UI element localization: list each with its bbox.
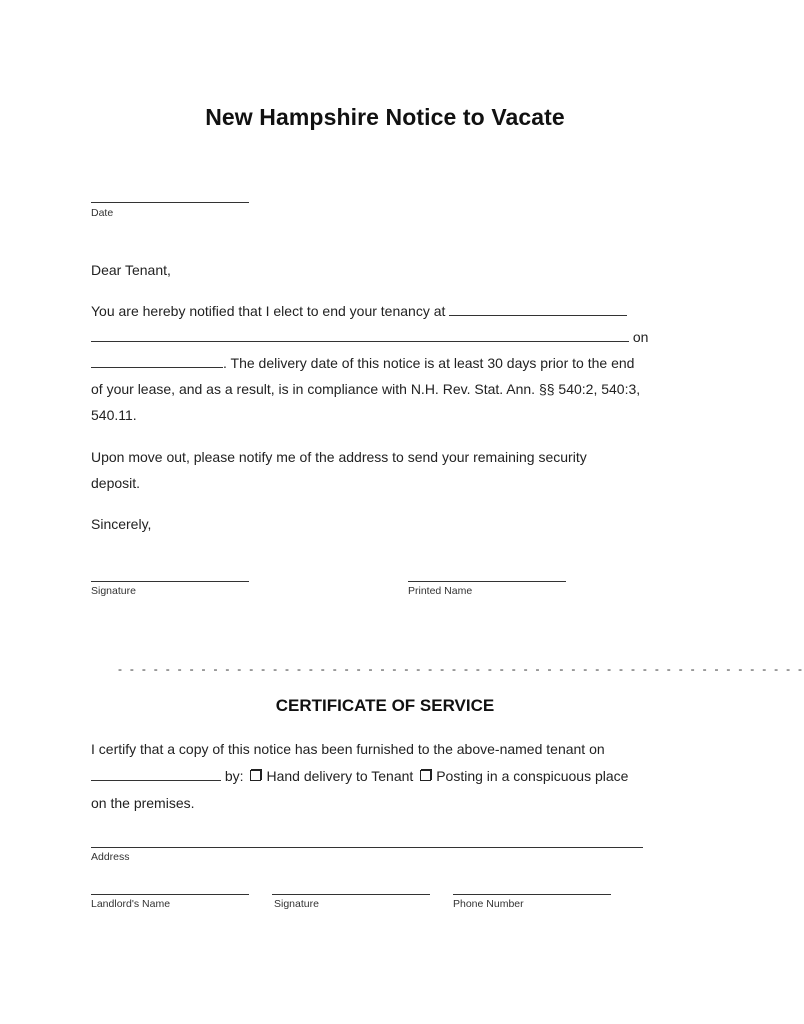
landlord-name-line[interactable]: [91, 894, 249, 895]
address-label: Address: [91, 851, 130, 863]
phone-number-line[interactable]: [453, 894, 611, 895]
date-line[interactable]: [91, 202, 249, 203]
notice-line-3: . The delivery date of this notice is at least 30 days prior to the end: [91, 350, 691, 376]
printed-name-label: Printed Name: [408, 585, 473, 597]
certificate-line-3: on the premises.: [91, 795, 195, 811]
hand-delivery-label: Hand delivery to Tenant: [266, 768, 414, 784]
certificate-line-1: I certify that a copy of this notice has been furnished to the above-named tenant on: [91, 741, 605, 757]
signature-line[interactable]: [91, 581, 249, 582]
posting-label: Posting in a conspicuous place: [436, 768, 629, 784]
address-line[interactable]: [91, 847, 643, 848]
move-out-paragraph: Upon move out, please notify me of the address to send your remaining security deposit.: [91, 449, 587, 491]
certificate-signature-label: Signature: [274, 898, 319, 910]
service-date-blank[interactable]: [91, 768, 221, 781]
posting-checkbox[interactable]: [420, 770, 431, 781]
notice-line-5: 540.11.: [91, 407, 137, 423]
premises-address-blank-2[interactable]: [91, 329, 629, 342]
closing: Sincerely,: [91, 516, 152, 532]
phone-number-label: Phone Number: [453, 898, 524, 910]
vacate-date-blank[interactable]: [91, 355, 223, 368]
premises-address-blank[interactable]: [449, 303, 627, 316]
cut-divider: - - - - - - - - - - - - - - - - - - - - - - - - - - - - - - - - - - - - - - - - - - - - - - - - - - - - - - - - - -: [118, 662, 804, 676]
certificate-title: CERTIFICATE OF SERVICE: [275, 696, 495, 715]
document-title: New Hampshire Notice to Vacate: [205, 104, 565, 130]
notice-line-4: of your lease, and as a result, is in compliance with N.H. Rev. Stat. Ann. §§ 540:2, 540:3,: [91, 381, 641, 397]
salutation: Dear Tenant,: [91, 262, 171, 278]
certificate-line-2: by: Hand delivery to Tenant Posting in a conspicuous place: [91, 763, 691, 790]
signature-label: Signature: [91, 585, 136, 597]
date-label: Date: [91, 207, 114, 219]
notice-line-1: You are hereby notified that I elect to end your tenancy at: [91, 298, 691, 324]
notice-paragraph: [91, 298, 691, 428]
landlord-name-label: Landlord's Name: [91, 898, 171, 910]
hand-delivery-checkbox[interactable]: [250, 770, 261, 781]
certificate-signature-line[interactable]: [272, 894, 430, 895]
printed-name-line[interactable]: [408, 581, 566, 582]
notice-line-2: on: [91, 324, 691, 350]
certificate-paragraph: [91, 736, 691, 817]
